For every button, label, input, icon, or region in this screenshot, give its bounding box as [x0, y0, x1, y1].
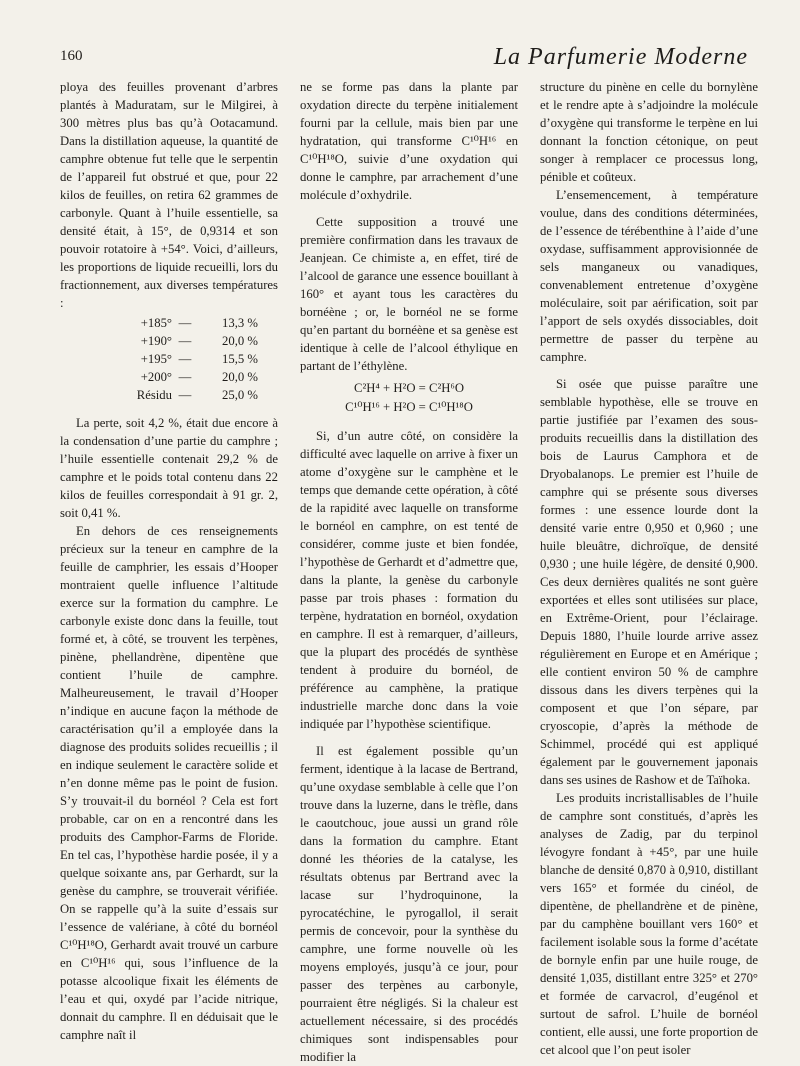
paragraph: La perte, soit 4,2 %, était due encore à la condensation d’une partie du camphre ; l’huile essentielle contenait 29,2 % de camphre et le poids total contenu dans 22 kilos de feuilles correspondait à 91 gr. 2, soit 0,41 %. — [60, 416, 278, 520]
paragraph: structure du pinène en celle du bornylène et le rendre apte à s’adjoindre la molécule d’oxygène qui transforme le terpène en lui donnant la fonction cétonique, on peut songer à remplacer ce processus long, pénible et coûteux. — [540, 80, 758, 184]
percentage-value: 20,0 % — [222, 370, 258, 384]
paragraph: ploya des feuilles provenant d’arbres plantés à Maduratam, sur le Milgirei, à 300 mètres plus bas qu’à Ootacamund. Dans la distillation aqueuse, la quantité de camphre obtenue fut telle que le serpentin de l’appareil fut obstrué et que, pour 22 kilos de feuilles, on retira 62 grammes de carbonyle. Quant à l’huile essentielle, sa densité était, à 15°, de 0,9314 et son pouvoir rotatoire à +54°. Voici, d’ailleurs, les proportions de liquide recueilli, lors du fractionnement, aux diverses températures : — [60, 80, 278, 310]
percentage-value: 13,3 % — [222, 316, 258, 330]
temperature-label: +190° — [140, 334, 172, 348]
column-1 — [60, 78, 278, 1042]
paragraph: ne se forme pas dans la plante par oxydation directe du terpène initialement fourni par la cellule, mais bien par une hydratation, qui transforme C¹⁰H¹⁶ en C¹⁰H¹⁸O, suivie d’une oxydation qui donne le camphre, par arrachement d’une molécule d’oxhydrile. — [300, 80, 518, 202]
article-columns — [60, 78, 760, 1064]
column-3 — [540, 78, 758, 1057]
paragraph: Cette supposition a trouvé une première confirmation dans les travaux de Jeanjean. Ce chimiste a, en effet, tiré de l’alcool de garance une essence bouillant à 160° et ayant tous les caractères du bornéène ; or, le bornéol ne se forme qu’en partant du bornéène et sa genèse est identique à celle de l’alcool éthylique en partant de l’éthylène. — [300, 215, 518, 373]
paragraph: L’ensemencement, à température voulue, dans des conditions déterminées, de l’essence de térébenthine à l’aide d’une oxydase, suffisamment approvisionnée de sels manganeux ou vanadiques, convenablement entretenue d’oxygène moléculaire, soit par aérification, soit par l’apport de sels oxydés dissociables, doit permettre de passer du terpène au camphre. — [540, 188, 758, 364]
temperature-label: +200° — [140, 370, 172, 384]
equation-borneol: C¹⁰H¹⁶ + H²O = C¹⁰H¹⁸O — [345, 400, 473, 414]
table-row — [108, 350, 278, 368]
dash: — — [178, 388, 192, 402]
temperature-table — [108, 314, 278, 404]
page-header — [60, 42, 748, 78]
paragraph: Si, d’un autre côté, on considère la difficulté avec laquelle on arrive à fixer un atome d’oxygène sur le camphène et le temps que demande cette opération, à côté de la rapidité avec laquelle on transforme le bornéol en camphre, on est tenté de considérer, comme juste et bien fondée, l’hypothèse de Gerhardt et d’admettre que, dans la plante, la genèse du carbonyle passe par trois phases : formation du terpène, hydratation en bornéol, oxydation en camphre. Il est à remarquer, d’ailleurs, que la plupart des procédés de synthèse tendent à produire du bornéol, de préférence au camphène, la pratique industrielle marche donc dans la voie indiquée par l’hypothèse scientifique. — [300, 429, 518, 731]
equation-ethylene: C²H⁴ + H²O = C²H⁶O — [354, 381, 464, 395]
temperature-label: Résidu — [136, 388, 172, 402]
dash: — — [178, 370, 192, 384]
table-row — [108, 314, 278, 332]
table-row — [108, 332, 278, 350]
paragraph: Les produits incristallisables de l’huile de camphre sont constitués, d’après les analyses de Zadig, par du terpinol lévogyre fondant à +45°, par une huile blanche de densité 0,870 à 0,910, distillant vers 165° et formée du cinéol, de dipentène, de phellandrène et de pinène, par du camphène bouillant vers 160° et facilement isolable sous la forme d’acétate de bornyle enfin par une huile rouge, de densité 1,035, distillant entre 325° et 270° et formée de carvacrol, d’eugénol et surtout de safrol. L’huile de bornéol contient, elle aussi, une forte proportion de cet alcool que l’on peut isoler — [540, 791, 758, 1057]
paragraph: Si osée que puisse paraître une semblable hypothèse, elle se trouve en partie justifiée par l’examen des sous-produits recueillis dans la distillation des bois de Laurus Camphora et de Dryobalanops. Le premier est l’huile de camphre qui se présente sous diverses formes : une essence lourde dont la densité varie entre 0,950 et 0,960 ; une huile bleuâtre, dichroïque, de densité 0,930 ; une huile légère, de densité 0,900. Ces deux dernières qualités ne sont guère exportées et elles sont utilisées sur place, en Extrême-Orient, pour l’éclairage. Depuis 1880, l’huile lourde arrive assez régulièrement en Europe et en Amérique ; elle contient environ 50 % de camphre dissous dans les divers terpènes qui la composent et que l’on sépare, par cryoscopie, d’après la méthode de Schimmel, procédé qui est appliqué également par le gouvernement japonais dans ses usines de Rashow et de Taïhoka. — [540, 377, 758, 787]
dash: — — [178, 334, 192, 348]
dash: — — [178, 316, 192, 330]
dash: — — [178, 352, 192, 366]
paragraph: En dehors de ces renseignements précieux sur la teneur en camphre de la feuille de camphrier, les essais d’Hooper montraient quelle influence l’altitude exerce sur la formation du camphre. Le carbonyle existe donc dans la feuille, tout formé et, à côté, se trouvent les terpènes, pinène, phellandrène, dipentène que contient l’huile de camphre. Malheureusement, le travail d’Hooper n’indique en aucune façon la méthode de caractérisation qu’il a employée dans la diagnose des produits solides recueillis ; il en indique seulement le caractère solide et n’en donne même pas le point de fusion. S’y trouvait-il du bornéol ? Cela est fort probable, car on en a rencontré dans les produits des Camphor-Farms de Floride. En tel cas, l’hypothèse hardie posée, il y a quelque soixante ans, par Gerhardt, sur la genèse du camphre, se trouverait vérifiée. On se rappelle qu’à la suite d’essais sur l’essence de valériane, à côté du bornéol C¹⁰H¹⁸O, Gerhardt avait trouvé un carbure en C¹⁰H¹⁶ qui, sous l’influence de la potasse alcoolique fixait les éléments de l’eau et qui, oxydé par l’acide nitrique, donnait du camphre. Il en déduisait que le camphre naît il — [60, 524, 278, 1042]
chemical-equations — [300, 379, 518, 417]
percentage-value: 20,0 % — [222, 334, 258, 348]
table-row — [108, 386, 278, 404]
table-row — [108, 368, 278, 386]
journal-title: La Parfumerie Moderne — [493, 44, 748, 70]
page-number: 160 — [60, 48, 83, 64]
paragraph: Il est également possible qu’un ferment, identique à la lacase de Bertrand, qu’une oxydase semblable à celle que l’on trouve dans la luzerne, dans le trèfle, dans le caoutchouc, joue aussi un grand rôle dans la formation du camphre. Etant donné les théories de la catalyse, les résultats obtenus par Bertrand avec la lacase sur l’hydroquinone, la pyrocatéchine, le pyrogallol, il serait permis de concevoir, pour la synthèse du camphre, une forme nouvelle où les moyens employés, jusqu’à ce jour, pour passer des terpènes au carbonyle, pourraient être négligés. Si la chaleur est actuellement nécessaire, si des procédés chimiques sont indispensables pour modifier la — [300, 744, 518, 1064]
percentage-value: 15,5 % — [222, 352, 258, 366]
temperature-label: +195° — [140, 352, 172, 366]
column-2 — [300, 78, 518, 1064]
percentage-value: 25,0 % — [222, 388, 258, 402]
temperature-label: +185° — [140, 316, 172, 330]
